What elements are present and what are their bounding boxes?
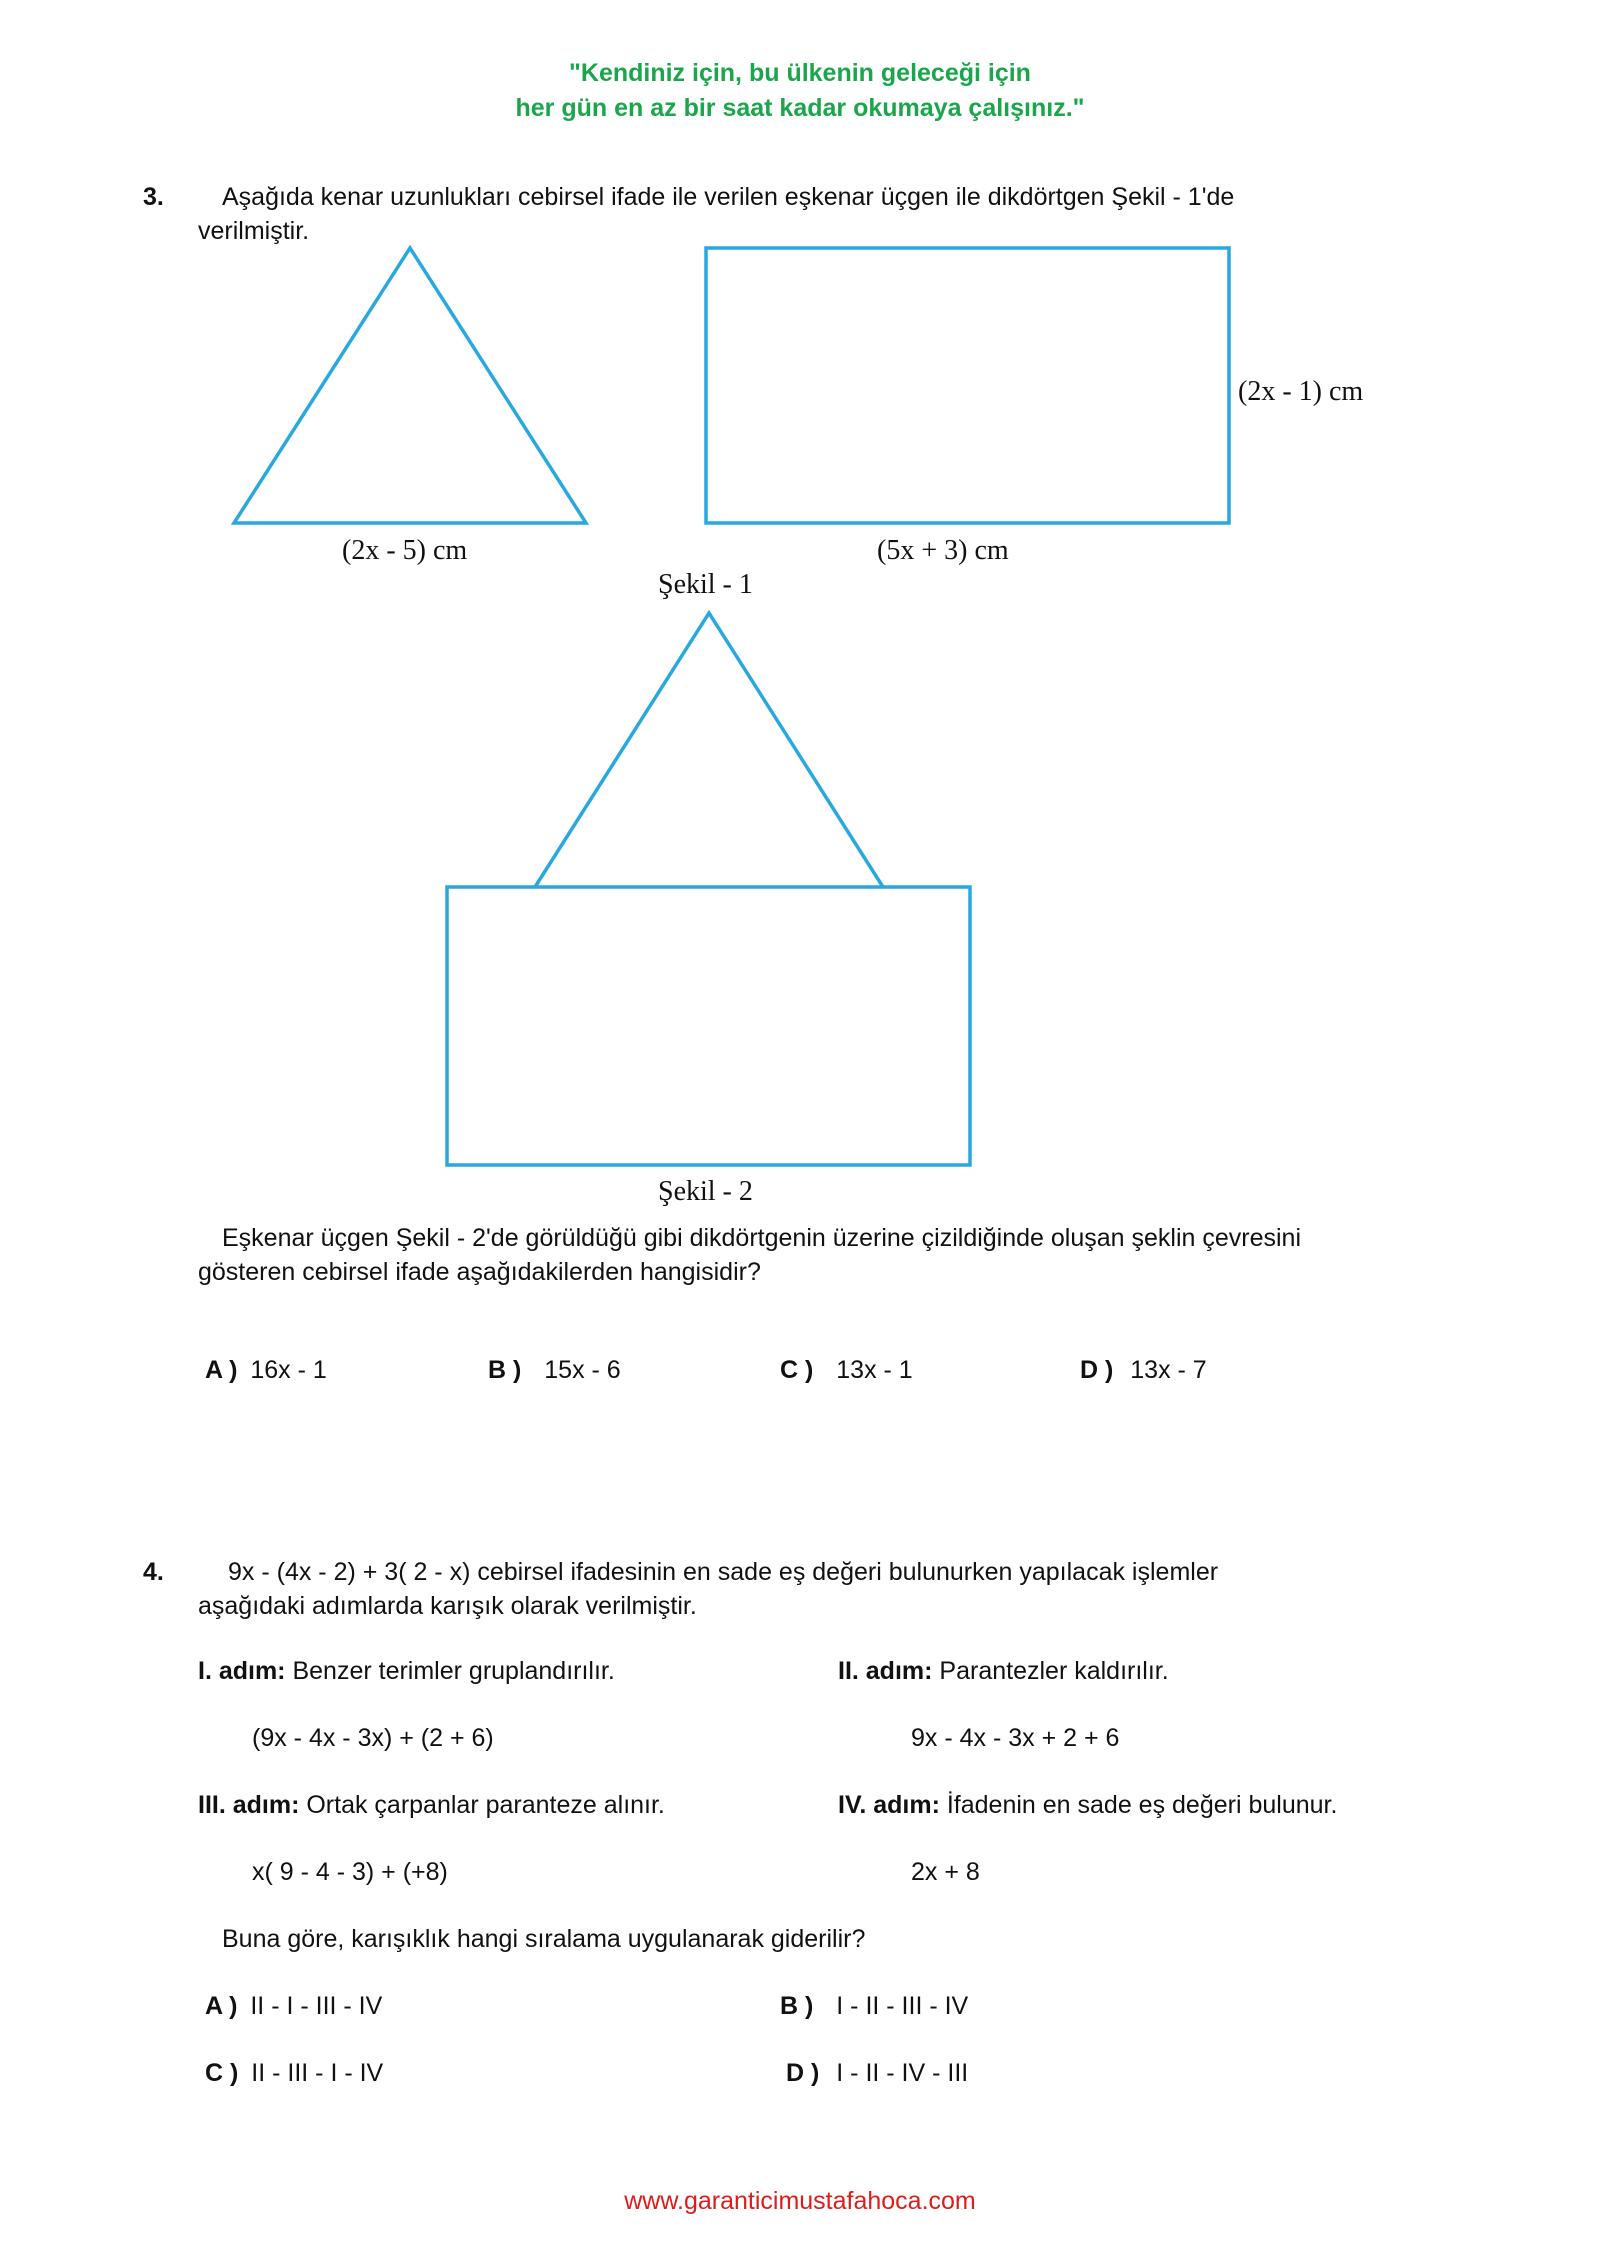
quote-line-1: "Kendiniz için, bu ülkenin geleceği için [569, 59, 1031, 87]
option-letter: C ) [205, 2059, 239, 2087]
q4-step-3-expr: x( 9 - 4 - 3) + (+8) [252, 1858, 448, 1886]
figure2-triangle [535, 613, 883, 887]
step-text: Parantezler kaldırılır. [939, 1657, 1169, 1685]
option-letter: B ) [488, 1356, 522, 1384]
figure1-caption: Şekil - 1 [658, 569, 753, 600]
figure2-rectangle [447, 887, 970, 1165]
q3-intro-line-2: verilmiştir. [198, 217, 310, 245]
option-text: II - III - I - IV [251, 2059, 384, 2087]
q4-step-2-expr: 9x - 4x - 3x + 2 + 6 [911, 1724, 1120, 1752]
triangle-side-label: (2x - 5) cm [342, 535, 468, 566]
option-text: 13x - 7 [1130, 1356, 1207, 1384]
q4-step-4-expr: 2x + 8 [911, 1858, 980, 1886]
option-letter: D ) [1080, 1356, 1114, 1384]
q4-option-d[interactable] [786, 2056, 968, 2090]
option-text: II - I - III - IV [250, 1992, 383, 2020]
step-title: II. adım: [838, 1657, 933, 1685]
option-text: I - II - III - IV [836, 1992, 969, 2020]
option-letter: B ) [780, 1992, 814, 2020]
q3-option-a[interactable] [205, 1353, 327, 1387]
option-letter: A ) [205, 1992, 238, 2020]
q4-option-b[interactable] [780, 1989, 968, 2023]
figure1-triangle [234, 248, 586, 523]
q4-intro-line-1: 9x - (4x - 2) + 3( 2 - x) cebirsel ifadesinin en sade eş değeri bulunurken yapılacak işlemler [228, 1558, 1219, 1586]
option-text: I - II - IV - III [836, 2059, 969, 2087]
q3-option-c[interactable] [780, 1353, 913, 1387]
step-title: I. adım: [198, 1657, 286, 1685]
q4-step-2 [838, 1654, 1169, 1688]
figure2-caption: Şekil - 2 [658, 1176, 753, 1207]
step-text: Ortak çarpanlar paranteze alınır. [306, 1791, 665, 1819]
step-title: III. adım: [198, 1791, 300, 1819]
rect-width-label: (5x + 3) cm [877, 535, 1009, 566]
q3-question-line-1: Eşkenar üçgen Şekil - 2'de görüldüğü gibi dikdörtgenin üzerine çizildiğinde oluşan şeklin çevresini [222, 1224, 1302, 1252]
q4-step-1 [198, 1654, 615, 1688]
q4-step-1-expr: (9x - 4x - 3x) + (2 + 6) [252, 1724, 494, 1752]
footer-url[interactable]: www.garanticimustafahoca.com [624, 2187, 976, 2215]
q3-question-line-2: gösteren cebirsel ifade aşağıdakilerden hangisidir? [198, 1258, 761, 1286]
option-text: 13x - 1 [836, 1356, 913, 1384]
option-text: 15x - 6 [544, 1356, 621, 1384]
q4-step-3 [198, 1788, 665, 1822]
q4-step-4 [838, 1788, 1337, 1822]
q4-number: 4. [143, 1558, 164, 1586]
q4-option-c[interactable] [205, 2056, 383, 2090]
step-title: IV. adım: [838, 1791, 940, 1819]
option-letter: D ) [786, 2059, 820, 2087]
q3-option-b[interactable] [488, 1353, 621, 1387]
step-text: İfadenin en sade eş değeri bulunur. [946, 1791, 1338, 1819]
q3-number: 3. [143, 183, 164, 211]
q4-question: Buna göre, karışıklık hangi sıralama uygulanarak giderilir? [222, 1925, 866, 1953]
quote-line-2: her gün en az bir saat kadar okumaya çalışınız." [515, 94, 1085, 122]
figure1-rectangle [706, 248, 1229, 523]
step-text: Benzer terimler gruplandırılır. [292, 1657, 615, 1685]
q3-option-d[interactable] [1080, 1353, 1207, 1387]
q3-intro-line-1: Aşağıda kenar uzunlukları cebirsel ifade ile verilen eşkenar üçgen ile dikdörtgen Şekil - 1'de [222, 183, 1235, 211]
option-letter: C ) [780, 1356, 814, 1384]
option-text: 16x - 1 [250, 1356, 327, 1384]
rect-height-label: (2x - 1) cm [1238, 376, 1364, 407]
q4-option-a[interactable] [205, 1989, 382, 2023]
q4-intro-line-2: aşağıdaki adımlarda karışık olarak verilmiştir. [198, 1592, 697, 1620]
option-letter: A ) [205, 1356, 238, 1384]
